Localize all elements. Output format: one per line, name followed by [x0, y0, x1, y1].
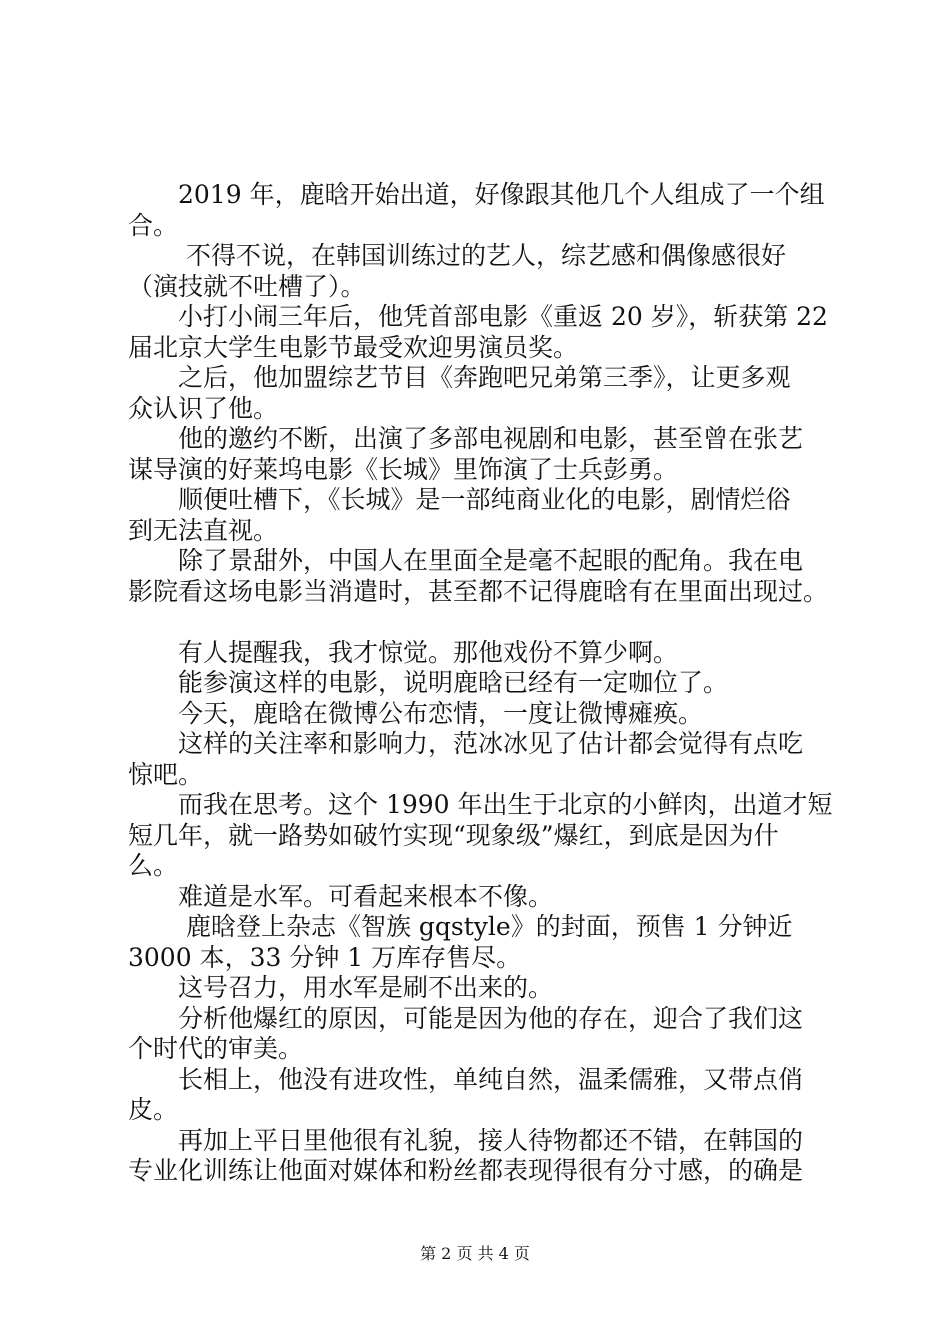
text-line: 难道是水军。可看起来根本不像。: [128, 881, 554, 911]
text-line: 顺便吐槽下，《长城》是一部纯商业化的电影，剧情烂俗: [128, 485, 791, 514]
text-line: 分析他爆红的原因，可能是因为他的存在，迎合了我们这: [128, 1003, 804, 1033]
text-line: 个时代的审美。: [128, 1034, 304, 1063]
text-line: 除了景甜外，中国人在里面全是毫不起眼的配角。我在电: [128, 546, 804, 575]
text-line: 到无法直视。: [128, 515, 279, 545]
text-line: 这号召力，用水军是刷不出来的。: [128, 973, 554, 1002]
text-line: 这样的关注率和影响力，范冰冰见了估计都会觉得有点吃: [128, 729, 804, 758]
body-text: [128, 180, 833, 1187]
text-line: 影院看这场电影当消遣时，甚至都不记得鹿晗有在里面出现过。: [128, 576, 829, 606]
text-line: 合。: [128, 210, 179, 240]
text-line: 今天，鹿晗在微博公布恋情，一度让微博瘫痪。: [128, 698, 704, 728]
text-line: 有人提醒我，我才惊觉。那他戏份不算少啊。: [128, 637, 679, 667]
text-line: 长相上，他没有进攻性，单纯自然，温柔儒雅，又带点俏: [128, 1064, 804, 1094]
text-line: 而我在思考。这个 1990 年出生于北京的小鲜肉，出道才短: [128, 790, 833, 819]
text-line: 短几年，就一路势如破竹实现“现象级”爆红，到底是因为什: [128, 820, 779, 850]
text-line: 之后，他加盟综艺节目《奔跑吧兄弟第三季》，让更多观: [128, 363, 791, 392]
text-line: 2019 年，鹿晗开始出道，好像跟其他几个人组成了一个组: [128, 180, 825, 209]
text-line: 再加上平日里他很有礼貌，接人待物都还不错，在韩国的: [128, 1125, 804, 1155]
text-line: 么。: [128, 851, 179, 880]
text-line: 专业化训练让他面对媒体和粉丝都表现得很有分寸感，的确是: [128, 1156, 804, 1185]
text-line: 他的邀约不断，出演了多部电视剧和电影，甚至曾在张艺: [128, 424, 804, 453]
text-line: 谋导演的好莱坞电影《长城》里饰演了士兵彭勇。: [128, 454, 679, 484]
text-line: 众认识了他。: [128, 393, 279, 423]
page-number-footer: 第 2 页 共 4 页: [420, 1244, 530, 1263]
text-line: （演技就不吐槽了）。: [128, 271, 366, 301]
text-line: 3000 本，33 分钟 1 万库存售尽。: [128, 942, 522, 972]
text-line: 小打小闹三年后，他凭首部电影《重返 20 岁》，斩获第 22: [128, 302, 828, 331]
text-line: 鹿晗登上杂志《智族 gqstyle》的封面，预售 1 分钟近: [128, 912, 793, 941]
text-line: 能参演这样的电影，说明鹿晗已经有一定咖位了。: [128, 668, 729, 697]
text-line: 不得不说，在韩国训练过的艺人，综艺感和偶像感很好: [128, 241, 786, 270]
text-line: 皮。: [128, 1095, 179, 1124]
blank-line: [128, 607, 828, 638]
text-line: 惊吧。: [128, 759, 204, 789]
text-line: 届北京大学生电影节最受欢迎男演员奖。: [128, 332, 579, 362]
